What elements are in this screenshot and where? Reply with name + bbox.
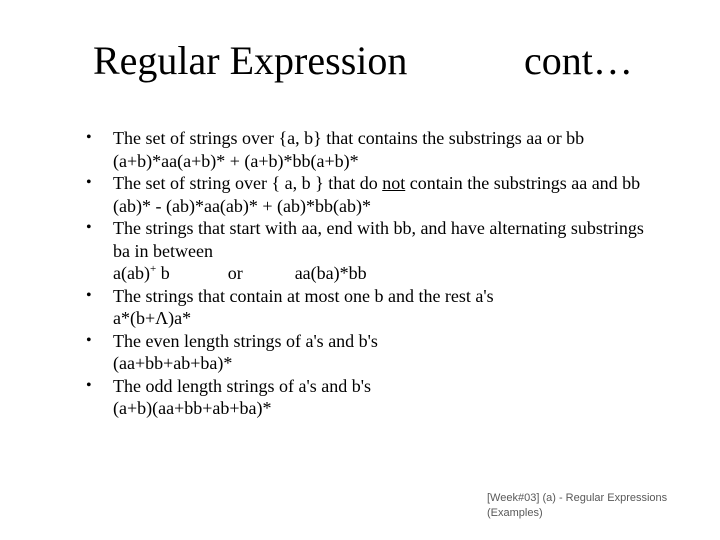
item-text-underlined: not [382, 173, 406, 193]
list-item [0, 375, 720, 420]
item-text-before: The set of string over { a, b } that do [113, 173, 383, 193]
bullet-list [0, 127, 720, 420]
item-expression [113, 262, 720, 285]
bullet-icon: • [86, 174, 92, 191]
item-text: The strings that contain at most one b and the rest a's [113, 285, 494, 306]
item-expression: a*(b+Λ)a* [113, 308, 192, 328]
item-text-after: contain the substrings aa and bb [405, 173, 641, 193]
slide-footer [487, 491, 707, 521]
title-continued: cont… [524, 38, 633, 83]
expr-or: or [227, 263, 243, 283]
item-text-continued: ba in between [113, 240, 213, 261]
expr-a-tail: b [156, 263, 170, 283]
item-expression: (a+b)*aa(a+b)* + (a+b)*bb(a+b)* [113, 150, 359, 171]
bullet-icon: • [86, 286, 92, 304]
expr-a-superscript: + [149, 263, 157, 275]
item-expression: (aa+bb+ab+ba)* [113, 353, 233, 373]
item-expression: (a+b)(aa+bb+ab+ba)* [113, 398, 272, 418]
slide-title [0, 38, 720, 88]
item-text: The even length strings of a's and b's [113, 330, 378, 351]
footer-line-1: [Week#03] (a) - Regular Expressions [487, 492, 668, 504]
item-text [113, 172, 720, 195]
footer-line-2: (Examples) [487, 507, 543, 519]
list-item [0, 172, 720, 217]
item-text: The set of strings over {a, b} that contains the substrings aa or bb [113, 128, 585, 148]
list-item [0, 217, 720, 285]
bullet-icon: • [86, 376, 92, 394]
item-text: The strings that start with aa, end with bb, and have alternating substrings [113, 218, 644, 238]
list-item [0, 285, 720, 330]
title-main: Regular Expression [93, 38, 408, 83]
list-item [0, 330, 720, 375]
expr-b: aa(ba)*bb [294, 263, 367, 283]
expr-a-base: a(ab) [113, 263, 150, 283]
bullet-icon: • [86, 129, 92, 146]
item-text: The odd length strings of a's and b's [113, 375, 371, 396]
bullet-icon: • [86, 219, 92, 236]
list-item [0, 127, 720, 172]
bullet-icon: • [86, 331, 92, 349]
item-expression: (ab)* - (ab)*aa(ab)* + (ab)*bb(ab)* [113, 195, 372, 216]
